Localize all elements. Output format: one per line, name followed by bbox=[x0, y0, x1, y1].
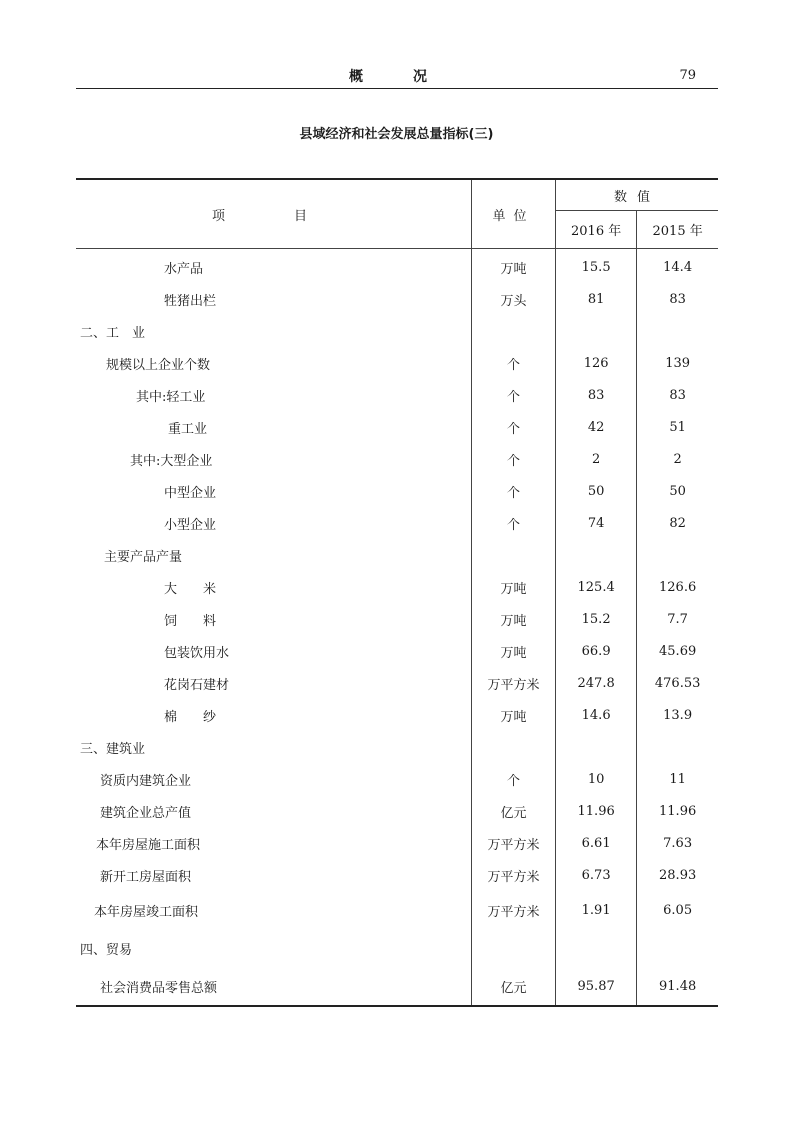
row-item-label: 规模以上企业个数 bbox=[76, 347, 472, 379]
row-unit: 万平方米 bbox=[472, 827, 556, 859]
column-header-value: 数值 bbox=[556, 179, 719, 211]
row-value-2016: 247.8 bbox=[556, 667, 637, 699]
column-header-2016: 2016 年 bbox=[556, 211, 637, 249]
table-row bbox=[76, 891, 718, 929]
row-value-2016: 11.96 bbox=[556, 795, 637, 827]
row-value-2015: 6.05 bbox=[663, 902, 693, 918]
row-unit: 个 bbox=[472, 443, 556, 475]
row-value-2015: 91.48 bbox=[659, 978, 697, 994]
column-header-2015: 2015 年 bbox=[637, 211, 718, 249]
row-value-2015: 45.69 bbox=[659, 643, 697, 659]
table-row bbox=[76, 347, 718, 379]
row-value-2015: 7.63 bbox=[663, 835, 693, 851]
row-value-2015: 83 bbox=[669, 387, 686, 403]
row-item-label: 大 米 bbox=[76, 571, 472, 603]
table-row bbox=[76, 731, 718, 763]
table-row bbox=[76, 507, 718, 539]
row-unit: 个 bbox=[472, 411, 556, 443]
row-item-label: 建筑企业总产值 bbox=[76, 795, 472, 827]
table-row bbox=[76, 763, 718, 795]
row-unit: 个 bbox=[472, 475, 556, 507]
table-row bbox=[76, 635, 718, 667]
section-name: 概 况 bbox=[349, 69, 445, 85]
row-value-2016: 6.73 bbox=[556, 859, 637, 891]
table-row bbox=[76, 443, 718, 475]
row-item-label: 中型企业 bbox=[76, 475, 472, 507]
row-item-label: 棉 纱 bbox=[76, 699, 472, 731]
row-value-2016: 10 bbox=[556, 763, 637, 795]
row-value-2016: 126 bbox=[556, 347, 637, 379]
row-item-label: 二、工 业 bbox=[76, 315, 472, 347]
row-value-2016: 74 bbox=[556, 507, 637, 539]
table-row bbox=[76, 315, 718, 347]
row-unit bbox=[472, 731, 556, 763]
row-value-2015: 139 bbox=[665, 355, 691, 371]
row-item-label: 牲猪出栏 bbox=[76, 283, 472, 315]
table-row bbox=[76, 795, 718, 827]
row-item-label: 其中:大型企业 bbox=[76, 443, 472, 475]
row-value-2015: 476.53 bbox=[654, 675, 701, 691]
row-unit bbox=[472, 315, 556, 347]
row-unit bbox=[472, 539, 556, 571]
row-value-2015: 83 bbox=[669, 291, 686, 307]
indicator-table bbox=[76, 178, 718, 1007]
row-unit: 个 bbox=[472, 379, 556, 411]
row-unit: 个 bbox=[472, 507, 556, 539]
table-body bbox=[76, 249, 718, 1007]
table-row bbox=[76, 667, 718, 699]
row-unit: 万头 bbox=[472, 283, 556, 315]
row-item-label: 包装饮用水 bbox=[76, 635, 472, 667]
row-value-2015 bbox=[637, 315, 718, 347]
table-row bbox=[76, 539, 718, 571]
table-row bbox=[76, 475, 718, 507]
row-unit: 亿元 bbox=[472, 795, 556, 827]
page-number: 79 bbox=[679, 68, 696, 83]
row-item-label: 花岗石建材 bbox=[76, 667, 472, 699]
row-item-label: 其中:轻工业 bbox=[76, 379, 472, 411]
row-unit: 万平方米 bbox=[472, 859, 556, 891]
table-title: 县域经济和社会发展总量指标(三) bbox=[299, 127, 494, 142]
page-header bbox=[76, 62, 718, 89]
table-row bbox=[76, 379, 718, 411]
row-value-2016: 95.87 bbox=[556, 967, 637, 1006]
row-value-2016 bbox=[556, 731, 637, 763]
column-header-item: 项 目 bbox=[76, 179, 472, 249]
row-item-label: 资质内建筑企业 bbox=[76, 763, 472, 795]
row-value-2016: 15.5 bbox=[556, 249, 637, 284]
row-unit bbox=[472, 929, 556, 967]
table-row bbox=[76, 929, 718, 967]
table-row bbox=[76, 603, 718, 635]
table-row bbox=[76, 967, 718, 1006]
row-unit: 万吨 bbox=[472, 635, 556, 667]
row-value-2015: 2 bbox=[673, 451, 682, 467]
row-value-2015: 51 bbox=[669, 419, 686, 435]
table-row bbox=[76, 571, 718, 603]
row-unit: 万平方米 bbox=[472, 667, 556, 699]
row-unit: 万吨 bbox=[472, 699, 556, 731]
row-value-2016: 125.4 bbox=[556, 571, 637, 603]
row-item-label: 本年房屋竣工面积 bbox=[76, 891, 472, 929]
row-value-2015: 50 bbox=[669, 483, 686, 499]
row-value-2015: 28.93 bbox=[659, 867, 697, 883]
row-value-2015: 11.96 bbox=[659, 803, 697, 819]
table-row bbox=[76, 699, 718, 731]
row-value-2015: 13.9 bbox=[663, 707, 693, 723]
row-value-2016: 6.61 bbox=[556, 827, 637, 859]
row-value-2016: 66.9 bbox=[556, 635, 637, 667]
table-row bbox=[76, 411, 718, 443]
row-item-label: 新开工房屋面积 bbox=[76, 859, 472, 891]
row-value-2016: 15.2 bbox=[556, 603, 637, 635]
row-unit: 亿元 bbox=[472, 967, 556, 1006]
row-value-2016: 50 bbox=[556, 475, 637, 507]
row-value-2016: 83 bbox=[556, 379, 637, 411]
row-unit: 个 bbox=[472, 347, 556, 379]
row-unit: 个 bbox=[472, 763, 556, 795]
row-value-2016: 1.91 bbox=[556, 891, 637, 929]
row-unit: 万吨 bbox=[472, 571, 556, 603]
row-value-2016: 14.6 bbox=[556, 699, 637, 731]
table-row bbox=[76, 249, 718, 284]
row-value-2015: 11 bbox=[669, 771, 686, 787]
row-item-label: 小型企业 bbox=[76, 507, 472, 539]
row-item-label: 饲 料 bbox=[76, 603, 472, 635]
row-value-2016 bbox=[556, 315, 637, 347]
row-value-2016: 2 bbox=[556, 443, 637, 475]
row-item-label: 四、贸易 bbox=[76, 929, 472, 967]
column-header-unit: 单位 bbox=[472, 179, 556, 249]
row-item-label: 水产品 bbox=[76, 249, 472, 284]
row-unit: 万吨 bbox=[472, 249, 556, 284]
row-value-2015 bbox=[637, 929, 718, 967]
row-value-2016: 81 bbox=[556, 283, 637, 315]
row-value-2015 bbox=[637, 731, 718, 763]
row-value-2015: 7.7 bbox=[667, 611, 688, 627]
row-value-2015: 14.4 bbox=[663, 259, 693, 275]
table-row bbox=[76, 827, 718, 859]
row-value-2016 bbox=[556, 539, 637, 571]
row-value-2016: 42 bbox=[556, 411, 637, 443]
row-item-label: 本年房屋施工面积 bbox=[76, 827, 472, 859]
row-value-2016 bbox=[556, 929, 637, 967]
row-item-label: 重工业 bbox=[76, 411, 472, 443]
row-unit: 万平方米 bbox=[472, 891, 556, 929]
row-unit: 万吨 bbox=[472, 603, 556, 635]
row-value-2015: 126.6 bbox=[659, 579, 697, 595]
row-item-label: 三、建筑业 bbox=[76, 731, 472, 763]
row-value-2015: 82 bbox=[669, 515, 686, 531]
row-item-label: 社会消费品零售总额 bbox=[76, 967, 472, 1006]
row-value-2015 bbox=[637, 539, 718, 571]
row-item-label: 主要产品产量 bbox=[76, 539, 472, 571]
table-row bbox=[76, 283, 718, 315]
table-row bbox=[76, 859, 718, 891]
